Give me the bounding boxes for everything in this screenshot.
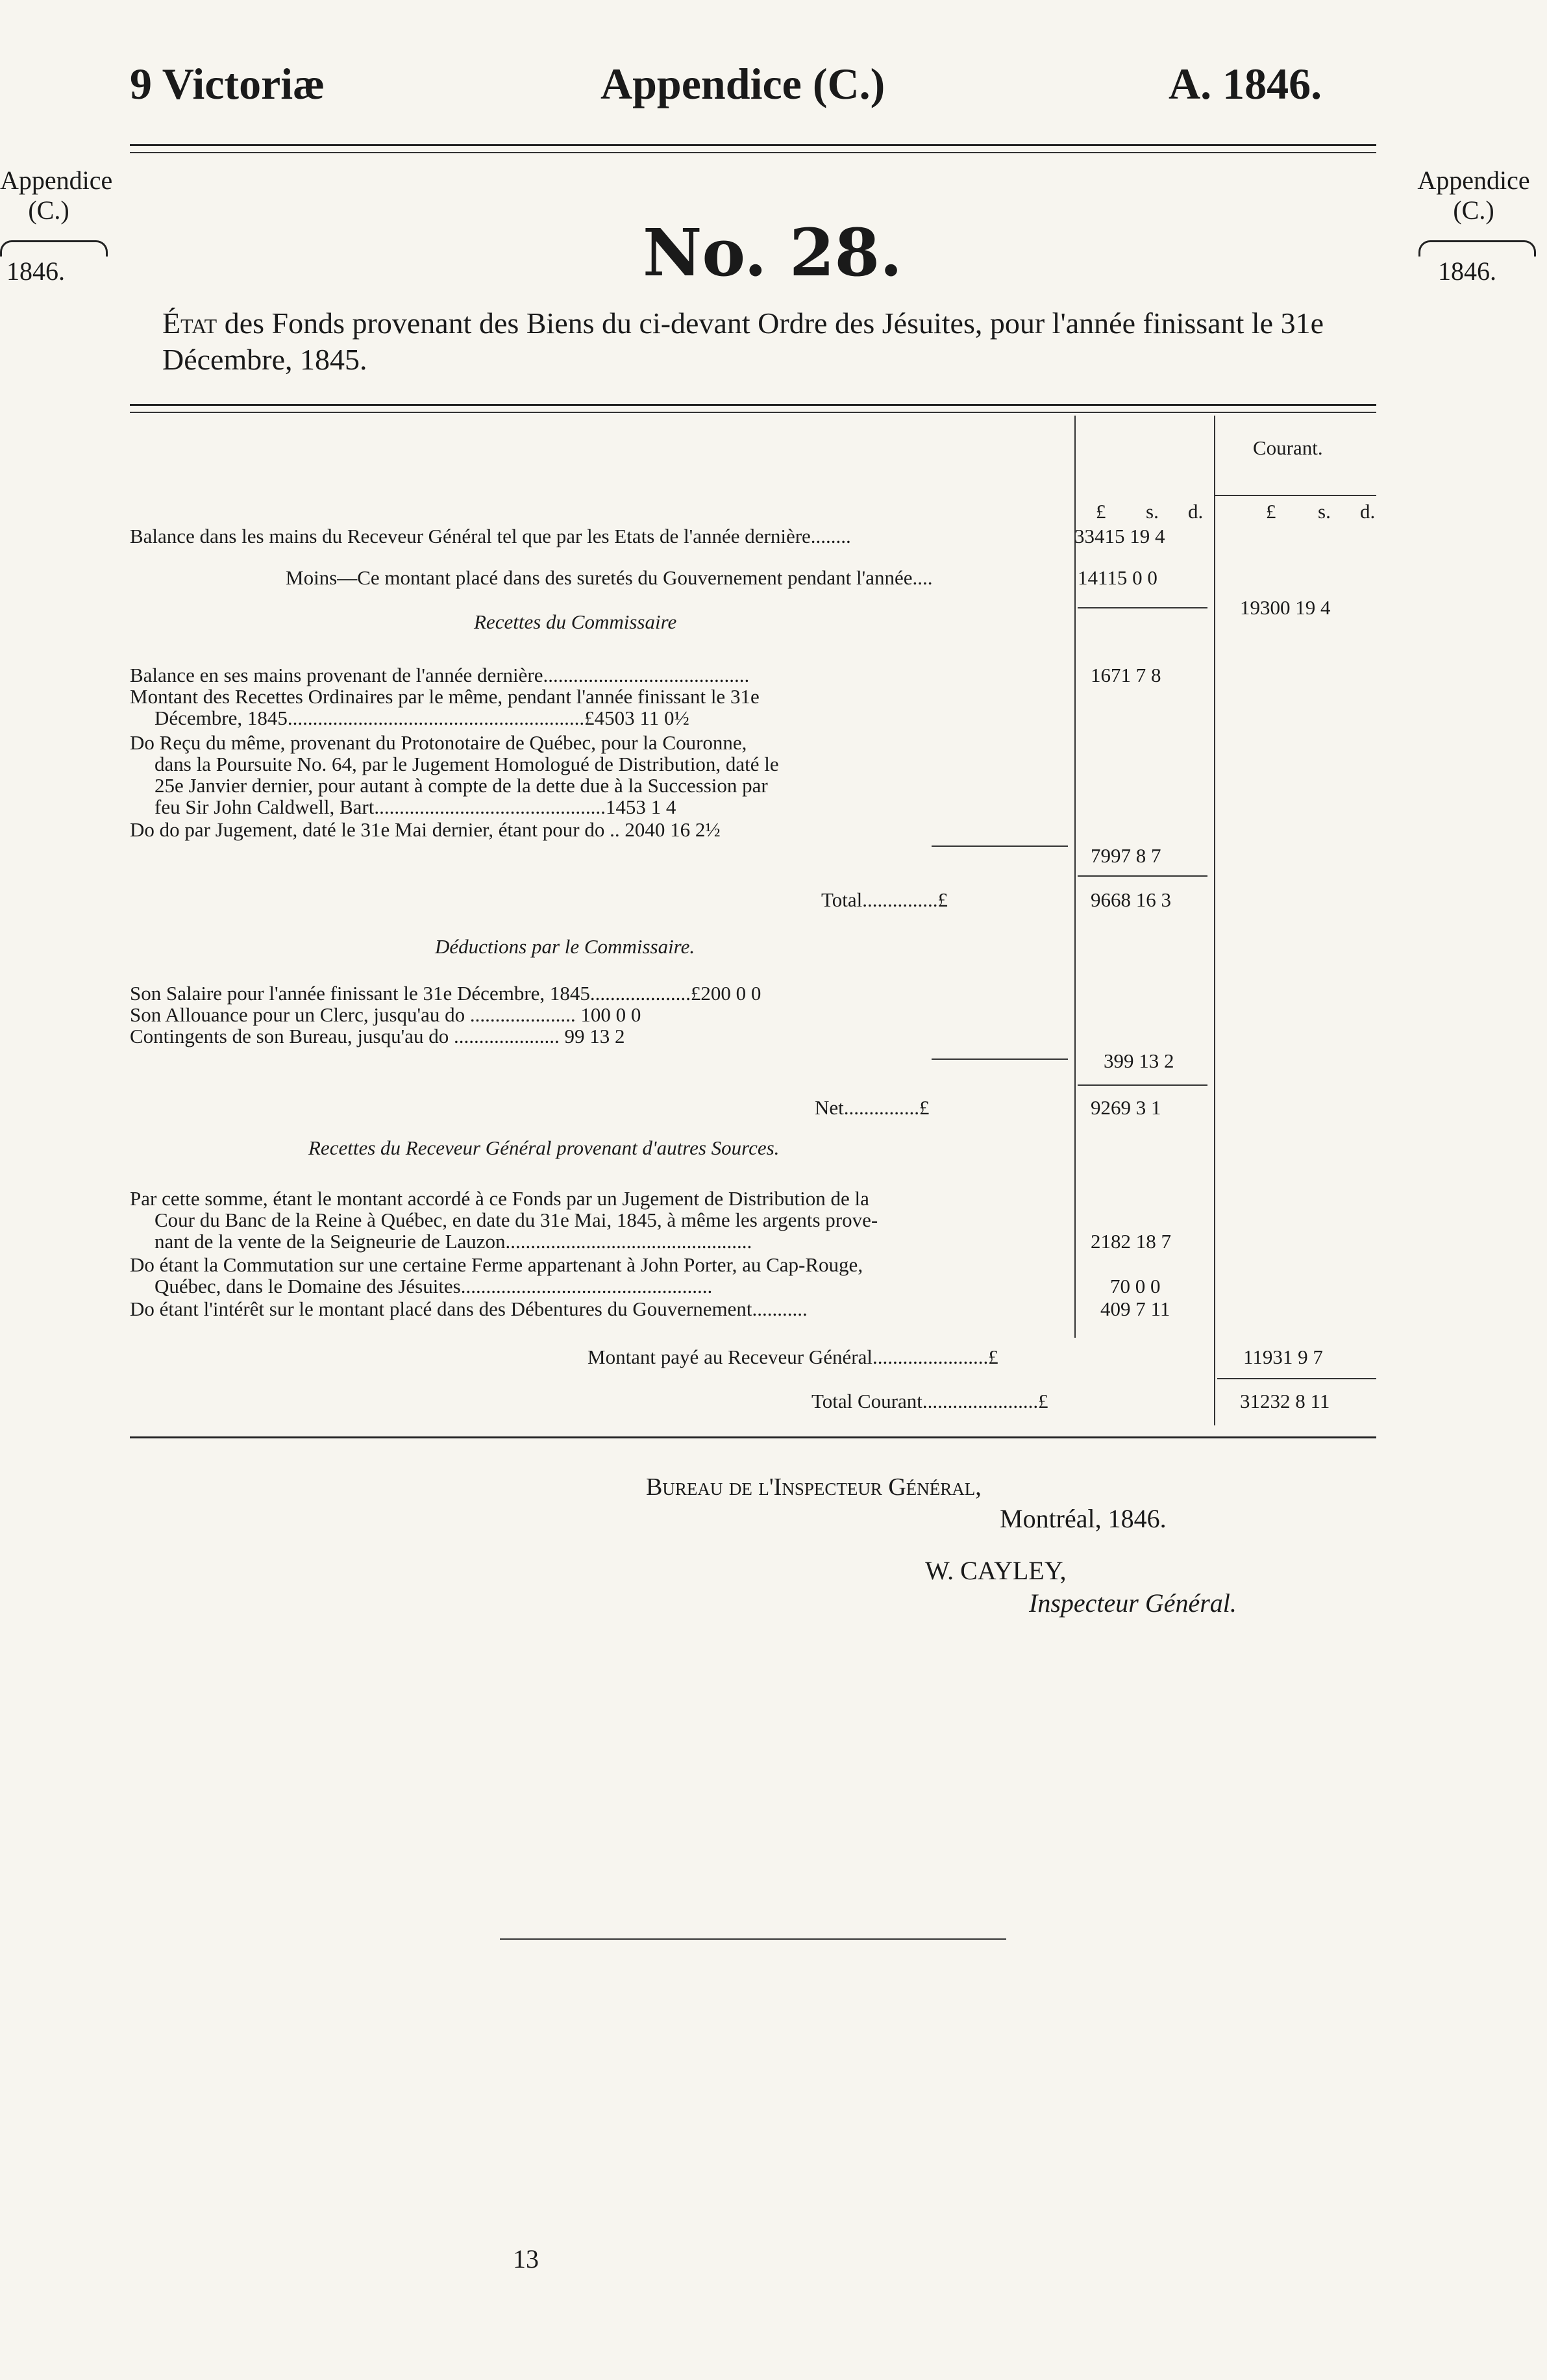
do3-line-1: Do étant la Commutation sur une certaine Ferme appartenant à John Porter, au Cap-Rouge, xyxy=(130,1253,863,1276)
bureau-line: Bureau de l'Inspecteur Général, xyxy=(646,1473,982,1501)
total-courant-rule xyxy=(1217,1378,1376,1379)
header-left: 9 Victoriæ xyxy=(130,59,325,108)
courant-value-1: 19300 19 4 xyxy=(1240,596,1331,619)
total-courant-label: Total Courant.......................£ xyxy=(811,1390,1048,1412)
montant-line-1: Montant des Recettes Ordinaires par le même, pendant l'année finissant le 31e xyxy=(130,685,760,708)
unit-l-2: £ xyxy=(1266,500,1276,523)
document-title xyxy=(162,305,1383,378)
bal-mains-label: Balance en ses mains provenant de l'année dernière......................................... xyxy=(130,664,750,686)
moins-rule xyxy=(1078,607,1207,608)
margin-left-note xyxy=(0,166,113,225)
margin-right-note xyxy=(1412,166,1535,225)
col-rule-2 xyxy=(1214,416,1215,1425)
margin-right-label: Appendice xyxy=(1417,166,1530,195)
table-bottom-rule xyxy=(130,1436,1376,1438)
header-center: Appendice (C.) xyxy=(600,59,885,108)
allouance-line: Son Allouance pour un Clerc, jusqu'au do ..................... 100 0 0 xyxy=(130,1003,641,1026)
document-number: No. 28. xyxy=(643,214,902,291)
unit-l-1: £ xyxy=(1096,500,1106,523)
col-rule-1 xyxy=(1074,416,1076,1338)
etat-word: État xyxy=(162,307,217,340)
do1-line-4: feu Sir John Caldwell, Bart..............................................1453 1 4 xyxy=(155,795,676,818)
section-deductions: Déductions par le Commissaire. xyxy=(435,935,695,958)
courant-header-rule xyxy=(1214,495,1376,496)
net-label: Net...............£ xyxy=(815,1096,930,1119)
section-recettes-commissaire: Recettes du Commissaire xyxy=(474,610,677,633)
net-rule xyxy=(1078,1084,1207,1086)
section-recettes-rg: Recettes du Receveur Général provenant d'autres Sources. xyxy=(308,1136,780,1159)
signer-role: Inspecteur Général. xyxy=(1029,1588,1237,1618)
unit-d-2: d. xyxy=(1360,500,1376,523)
margin-left-sub: (C.) xyxy=(28,195,69,225)
recettes-rule xyxy=(932,846,1068,847)
recettes-sum: 7997 8 7 xyxy=(1091,844,1161,867)
do3-value: 70 0 0 xyxy=(1110,1275,1161,1297)
unit-d-1: d. xyxy=(1188,500,1204,523)
moins-row-label: Moins—Ce montant placé dans des suretés du Gouvernement pendant l'année.... xyxy=(286,566,933,589)
paye-value: 11931 9 7 xyxy=(1243,1346,1323,1368)
closing-rule xyxy=(500,1938,1006,1940)
montant-line-2: Décembre, 1845...........................................................£4503 11 0½ xyxy=(155,707,689,729)
balance-row-label: Balance dans les mains du Receveur Général tel que par les Etats de l'année dernière........ xyxy=(130,525,851,547)
total-label: Total...............£ xyxy=(821,888,948,911)
title-rule xyxy=(130,404,1376,406)
margin-right-year: 1846. xyxy=(1438,257,1496,286)
do1-line-2: dans la Poursuite No. 64, par le Jugement Homologué de Distribution, daté le xyxy=(155,753,779,775)
header-rule-thin xyxy=(130,152,1376,153)
do4-value: 409 7 11 xyxy=(1100,1297,1170,1320)
signer-name: W. CAYLEY, xyxy=(925,1556,1067,1585)
margin-right-sub: (C.) xyxy=(1453,195,1494,225)
bal-mains-value: 1671 7 8 xyxy=(1091,664,1161,686)
contingents-line: Contingents de son Bureau, jusqu'au do ..................... 99 13 2 xyxy=(130,1025,625,1047)
do1-line-1: Do Reçu du même, provenant du Protonotaire de Québec, pour la Couronne, xyxy=(130,731,747,754)
do4-line: Do étant l'intérêt sur le montant placé dans des Débentures du Gouvernement........... xyxy=(130,1297,808,1320)
unit-s-2: s. xyxy=(1318,500,1331,523)
total-courant-value: 31232 8 11 xyxy=(1240,1390,1330,1412)
header-right: A. 1846. xyxy=(1169,59,1322,108)
par-line-3: nant de la vente de la Seigneurie de Lauzon................................................. xyxy=(155,1230,752,1253)
margin-left-brace xyxy=(0,240,108,257)
do3-line-2: Québec, dans le Domaine des Jésuites.................................................. xyxy=(155,1275,713,1297)
do1-line-3: 25e Janvier dernier, pour autant à compte de la dette due à la Succession par xyxy=(155,774,768,797)
balance-row-value: 33415 19 4 xyxy=(1074,525,1165,547)
total-rule xyxy=(1078,875,1207,877)
paye-label: Montant payé au Receveur Général.......................£ xyxy=(588,1346,998,1368)
margin-left-label: Appendice xyxy=(0,166,113,195)
par-value: 2182 18 7 xyxy=(1091,1230,1171,1253)
etat-rest: des Fonds provenant des Biens du ci-devant Ordre des Jésuites, pour l'année finissant le 31e Décembre, 1845. xyxy=(162,307,1324,376)
margin-left-year: 1846. xyxy=(6,257,65,286)
page-number: 13 xyxy=(513,2244,539,2274)
total-value: 9668 16 3 xyxy=(1091,888,1171,911)
margin-right-brace xyxy=(1418,240,1536,257)
net-value: 9269 3 1 xyxy=(1091,1096,1161,1119)
header-rule xyxy=(130,144,1376,146)
salaire-line: Son Salaire pour l'année finissant le 31e Décembre, 1845....................£200 0 0 xyxy=(130,982,761,1005)
par-line-1: Par cette somme, étant le montant accordé à ce Fonds par un Jugement de Distribution de la xyxy=(130,1187,869,1210)
place-date: Montréal, 1846. xyxy=(1000,1504,1167,1533)
par-line-2: Cour du Banc de la Reine à Québec, en date du 31e Mai, 1845, à même les argents prove- xyxy=(155,1209,878,1231)
unit-s-1: s. xyxy=(1146,500,1159,523)
do2-line: Do do par Jugement, daté le 31e Mai dernier, étant pour do .. 2040 16 2½ xyxy=(130,818,721,841)
moins-row-value: 14115 0 0 xyxy=(1078,566,1157,589)
deductions-rule xyxy=(932,1058,1068,1060)
courant-header: Courant. xyxy=(1253,436,1323,459)
title-rule-thin xyxy=(130,412,1376,413)
deductions-sum: 399 13 2 xyxy=(1104,1049,1174,1072)
